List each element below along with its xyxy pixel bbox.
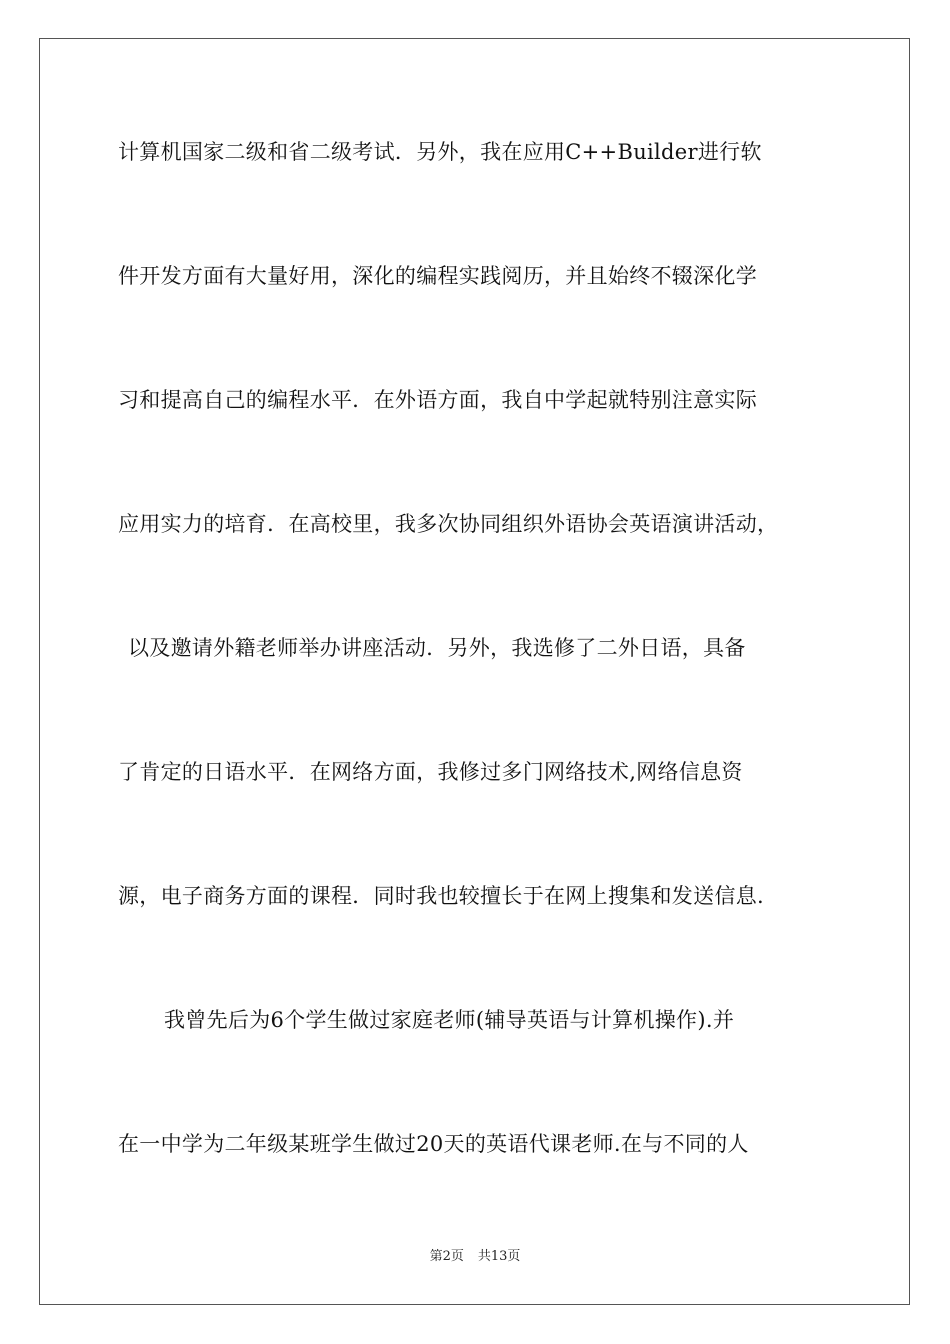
body-text-line: 源，电子商务方面的课程．同时我也较擅长于在网上搜集和发送信息. — [118, 884, 764, 908]
page-total: 共13页 — [477, 1249, 521, 1264]
body-text-line: 应用实力的培育．在高校里，我多次协同组织外语协会英语演讲活动， — [118, 512, 779, 536]
page-number: 第2页 — [429, 1249, 464, 1264]
body-text-line: 了肯定的日语水平．在网络方面，我修过多门网络技术,网络信息资 — [118, 760, 743, 784]
page-footer — [0, 1248, 950, 1266]
body-text-line: 件开发方面有大量好用，深化的编程实践阅历，并且始终不辍深化学 — [118, 264, 757, 288]
body-text-line: 在一中学为二年级某班学生做过20天的英语代课老师.在与不同的人 — [118, 1132, 749, 1156]
body-text-line: 习和提高自己的编程水平．在外语方面，我自中学起就特别注意实际 — [118, 388, 757, 412]
body-text-line: 以及邀请外籍老师举办讲座活动．另外，我选修了二外日语，具备 — [128, 636, 746, 660]
page-border — [39, 38, 910, 1305]
body-text-line: 计算机国家二级和省二级考试．另外，我在应用C++Builder进行软 — [118, 140, 762, 164]
paragraph-start-line: 我曾先后为6个学生做过家庭老师(辅导英语与计算机操作).并 — [164, 1008, 735, 1032]
